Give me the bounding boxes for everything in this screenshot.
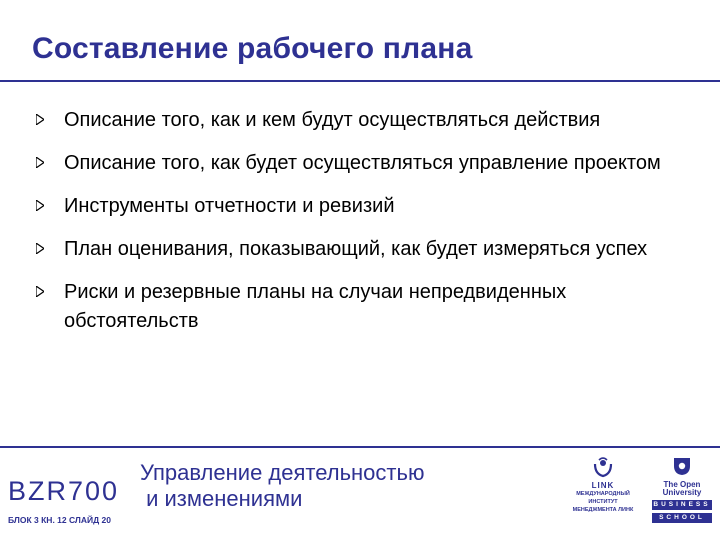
ou-name: The Open University bbox=[662, 480, 702, 497]
bullet-arrow-icon bbox=[36, 157, 44, 168]
bullet-item bbox=[28, 278, 688, 336]
bullet-text: Инструменты отчетности и ревизий bbox=[64, 195, 395, 217]
slide-title: Составление рабочего плана bbox=[32, 32, 473, 65]
course-subject: Управление деятельностью и изменениями bbox=[140, 460, 425, 511]
bullet-arrow-icon bbox=[36, 243, 44, 254]
bullet-text: Описание того, как будет осуществляться управление проектом bbox=[64, 152, 661, 174]
bullet-item bbox=[28, 235, 688, 264]
slide-reference: БЛОК 3 КН. 12 СЛАЙД 20 bbox=[8, 515, 111, 525]
bullet-text: Риски и резервные планы на случаи непредвиденных обстоятельств bbox=[64, 281, 567, 332]
ou-shield-icon bbox=[672, 456, 692, 476]
link-logo-subtitle: МЕЖДУНАРОДНЫЙ ИНСТИТУТ МЕНЕДЖМЕНТА ЛИНК bbox=[572, 491, 634, 513]
bullet-item bbox=[28, 149, 688, 178]
title-divider bbox=[0, 80, 720, 82]
footer-divider bbox=[0, 446, 720, 448]
link-logo-word: LINK bbox=[591, 481, 615, 490]
bullet-arrow-icon bbox=[36, 286, 44, 297]
bullet-text: Описание того, как и кем будут осуществляться действия bbox=[64, 109, 601, 131]
bullet-text: План оценивания, показывающий, как будет измеряться успех bbox=[64, 238, 648, 260]
ou-school-label: SCHOOL bbox=[652, 513, 712, 523]
bullet-item bbox=[28, 192, 688, 221]
open-university-logo bbox=[652, 456, 712, 523]
bullet-arrow-icon bbox=[36, 200, 44, 211]
bullet-arrow-icon bbox=[36, 114, 44, 125]
bullet-list bbox=[28, 106, 688, 350]
course-code: BZR700 bbox=[8, 476, 120, 506]
link-institute-logo bbox=[568, 456, 638, 514]
link-emblem-icon bbox=[592, 456, 614, 478]
bullet-item bbox=[28, 106, 688, 135]
ou-business-label: BUSINESS bbox=[653, 501, 711, 508]
